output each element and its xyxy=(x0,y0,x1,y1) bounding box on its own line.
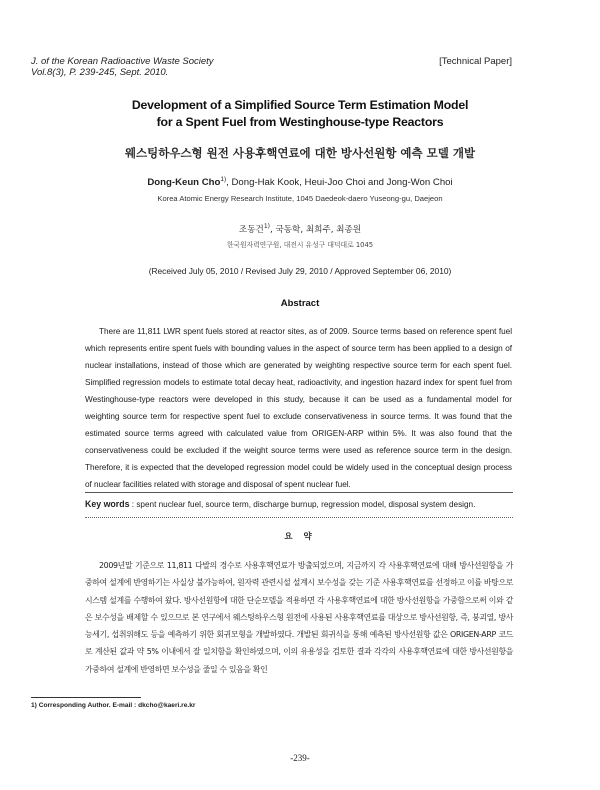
author-affiliation: Korea Atomic Energy Research Institute, 1045 Daedeok-daero Yuseong-gu, Daejeon xyxy=(157,194,443,203)
korean-author-footnote-mark: 1) xyxy=(263,223,270,231)
co-authors: , Dong-Hak Kook, Heui-Joo Choi and Jong-Won Choi xyxy=(226,177,453,189)
korean-title: 웨스팅하우스형 원전 사용후핵연료에 대한 방사선원항 예측 모델 개발 xyxy=(124,146,476,160)
paper-type-label: [Technical Paper] xyxy=(439,56,512,67)
abstract-text: There are 11,811 LWR spent fuels stored at reactor sites, as of 2009. Source terms based on reference spent fuel which represents entire spent fuels with bounding values in the aspect of source term has been applied to a design of nuclear installations, instead of those which are generated by weighting respective source term for each spent fuel. Simplified regression models to estimate total decay heat, radioactivity, and ingestion hazard index for spent fuel from Westinghouse-type reactors were developed in this study, because it can be used as a fundamental model for weighting source term for respective spent fuel to exclude conservativeness in source terms. It was found that the estimated source terms agreed with calculated value from ORIGEN-ARP within 5%. It was also found that the conservativeness could be excluded if the weight source terms were used as reference source term in the design. Therefore, it is expected that the developed regression model could be widely used in the conceptual design process of nuclear facilities related with storage and disposal of spent nuclear fuel. xyxy=(85,327,512,489)
keywords-bottom-rule xyxy=(85,517,513,518)
english-title-line1: Development of a Simplified Source Term Estimation Model xyxy=(131,98,469,112)
english-title xyxy=(0,97,600,131)
keywords-top-rule xyxy=(85,492,513,493)
corresponding-author: Dong-Keun Cho xyxy=(147,177,221,189)
author-footnote-mark: 1) xyxy=(220,176,227,183)
author-list xyxy=(0,176,600,188)
korean-abstract-heading: 요 약 xyxy=(284,532,316,542)
footnote-rule xyxy=(31,697,141,698)
korean-author-list xyxy=(0,223,600,235)
journal-name: J. of the Korean Radioactive Waste Society xyxy=(31,56,214,67)
keywords-label: Key words xyxy=(85,499,130,509)
keywords-line xyxy=(85,499,515,509)
english-title-line2: for a Spent Fuel from Westinghouse-type Reactors xyxy=(156,115,444,129)
footnote-email[interactable]: dkcho@kaeri.re.kr xyxy=(138,702,196,709)
korean-affiliation: 한국원자력연구원, 대전시 유성구 대덕대로 1045 xyxy=(226,241,374,249)
corresponding-author-footnote xyxy=(31,702,195,709)
journal-volume: Vol.8(3), P. 239-245, Sept. 2010. xyxy=(31,67,169,78)
korean-corresponding-author: 조동건 xyxy=(238,225,264,235)
abstract-heading: Abstract xyxy=(280,298,320,309)
received-dates: (Received July 05, 2010 / Revised July 29, 2010 / Approved September 06, 2010) xyxy=(148,266,452,276)
keywords-text: spent nuclear fuel, source term, discharge burnup, regression model, disposal system design. xyxy=(136,500,476,509)
journal-citation xyxy=(31,56,214,78)
korean-co-authors: , 국동학, 최희주, 최종원 xyxy=(269,225,362,235)
page-number: -239- xyxy=(290,753,310,763)
korean-abstract-text: 2009년말 기준으로 11,811 다발의 경수로 사용후핵연료가 방출되었으며, 지금까지 각 사용후핵연료에 대해 방사선원항을 가중하여 설계에 반영하기는 사실상 불가능하여, 원자력 관련시설 설계시 보수성을 갖는 기준 사용후핵연료를 선정하고 이를 바탕으로 시스템 설계를 수행하여 왔다. 방사선원항에 대한 단순모델을 적용하면 각 사용후핵연료에 대한 방사선원항을 가중함으로써 이와 같은 보수성을 배제할 수 있으므로 본 연구에서 웨스팅하우스형 원전에 사용된 사용후핵연료를 대상으로 방사선원항, 즉, 붕괴열, 방사능세기, 섭취위해도 등을 예측하기 위한 회귀모형을 개발하였다. 개발된 회귀식을 통해 예측된 방사선원항 값은 ORIGEN-ARP 코드로 계산된 값과 약 5% 이내에서 잘 일치함을 확인하였으며, 이의 유용성을 검토한 결과 각각의 사용후핵연료에 대한 방사선원항을 가중하여 설계에 반영하면 보수성을 줄일 수 있음을 확인 xyxy=(85,561,513,674)
keywords-separator: : xyxy=(129,500,137,509)
footnote-label: 1) Corresponding Author. E-mail : xyxy=(31,702,139,709)
